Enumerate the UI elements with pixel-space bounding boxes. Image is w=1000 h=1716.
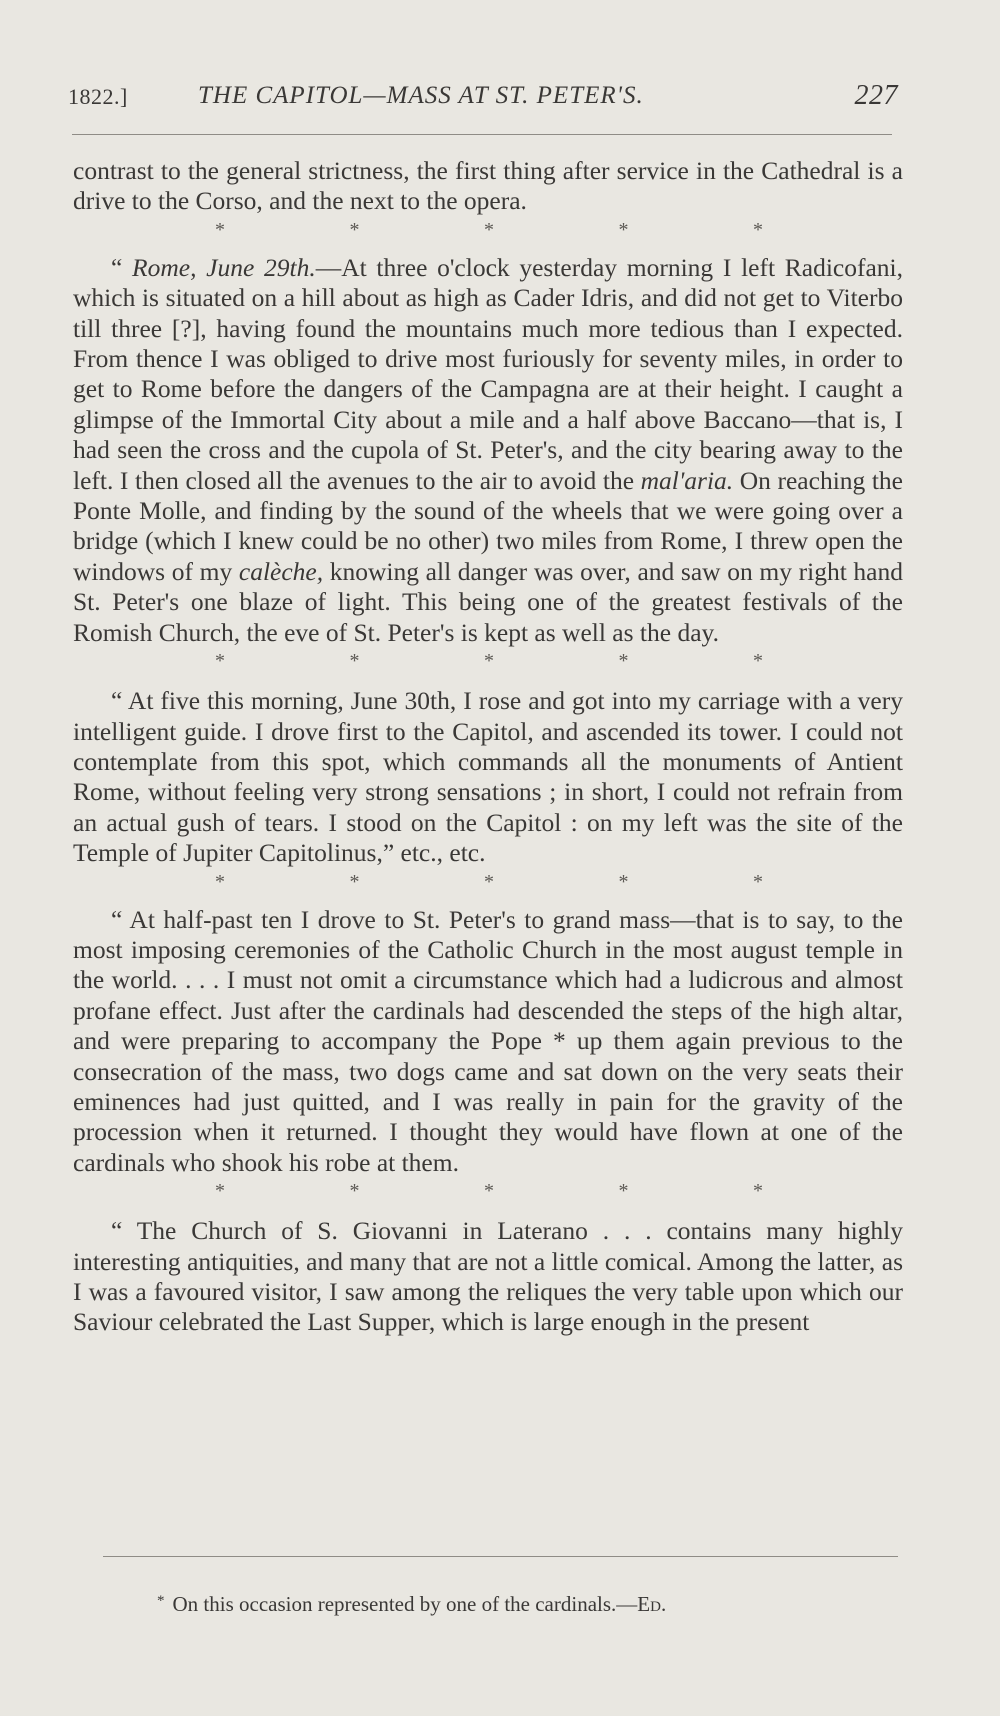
header-rule: [72, 134, 892, 135]
asterisk: *: [753, 1180, 763, 1203]
asterisk: *: [349, 650, 360, 673]
section-break-2: [73, 648, 903, 678]
asterisk: *: [618, 1180, 629, 1203]
asterisk: *: [215, 650, 225, 673]
dateline: Rome, June 29th.: [132, 252, 316, 282]
footnote-editor: Ed.: [637, 1592, 667, 1616]
asterisk: *: [349, 1180, 360, 1203]
header-year: 1822.]: [68, 84, 128, 109]
asterisk: *: [484, 218, 494, 241]
asterisk: *: [215, 870, 225, 893]
asterisk: *: [484, 1180, 494, 1203]
footnote-mark: *: [157, 1593, 165, 1609]
paragraph-4: “ At half-past ten I drove to St. Peter's to grand mass—that is to say, to the most imposing ceremonies of the Catholic Church in the most august temple in the world. . . . I must not omit a circumstance which had a ludicrous and almost profane effect. Just after the cardinals had descended the steps of the high altar, and were preparing to accompany the Pope * up them again previous to the consecration of the mass, two dogs came and sat down on the very seats their eminences had just quitted, and I was really in pain for the gravity of the procession when it returned. I thought they would have flown at one of the cardinals who shook his robe at them.: [73, 904, 903, 1177]
section-break-1: [73, 217, 903, 247]
asterisk: *: [215, 218, 225, 241]
asterisk: *: [618, 218, 629, 241]
footnote: [157, 1587, 897, 1618]
asterisk: *: [753, 218, 763, 241]
paragraph-1: contrast to the general strictness, the first thing after service in the Cathedral is a drive to the Corso, and the next to the opera.: [73, 156, 903, 216]
header-title: THE CAPITOL—MASS AT ST. PETER'S.: [198, 82, 644, 109]
footnote-text: On this occasion represented by one of the cardinals.—: [172, 1592, 638, 1616]
asterisk: *: [215, 1180, 225, 1203]
asterisk: *: [484, 870, 494, 893]
open-quote: “: [111, 252, 123, 282]
asterisk: *: [618, 870, 629, 893]
paragraph-2: [73, 253, 903, 648]
section-break-3: [73, 869, 903, 899]
paragraph-2-part-a: —At three o'clock yesterday morning I left Radicofani, which is situated on a hill about as high as Cader Idris, and did not get to Viterbo till three [?], having found the mountains much more tedious than I expected. From thence I was obliged to drive most furiously for seventy miles, in order to get to Rome before the dangers of the Campagna are at their height. I caught a glimpse of the Immortal City about a mile and a half above Baccano—that is, I had seen the cross and the cupola of St. Peter's, and the city bearing away to the left. I then closed all the avenues to the air to avoid the: [73, 252, 903, 495]
paragraph-2-part-b: On reaching the Ponte Molle, and finding by the sound of the wheels that we were going over a bridge (which I knew could be no other) two miles from Rome, I threw open the windows of my: [73, 465, 903, 586]
paragraph-2-part-c: knowing all danger was over, and saw on my right hand St. Peter's one blaze of light. This being one of the greatest festivals of the Romish Church, the eve of St. Peter's is kept as well as the day.: [73, 556, 903, 647]
paragraph-5: “ The Church of S. Giovanni in Laterano . . . contains many highly interesting antiquities, and many that are not a little comical. Among the latter, as I was a favoured visitor, I saw among the reliques the very table upon which our Saviour celebrated the Last Supper, which is large enough in the present: [73, 1216, 903, 1337]
asterisk: *: [349, 870, 360, 893]
italic-caleche: calèche,: [238, 556, 324, 586]
body-text: [73, 156, 903, 1338]
asterisk: *: [753, 870, 763, 893]
paragraph-3: “ At five this morning, June 30th, I rose and got into my carriage with a very intelligent guide. I drove first to the Capitol, and ascended its tower. I could not contemplate from this spot, which commands all the monuments of Antient Rome, without feeling very strong sensations ; in short, I could not refrain from an actual gush of tears. I stood on the Capitol : on my left was the site of the Temple of Jupiter Capitolinus,” etc., etc.: [73, 686, 903, 868]
section-break-4: [73, 1178, 903, 1208]
asterisk: *: [753, 650, 763, 673]
asterisk: *: [618, 650, 629, 673]
asterisk: *: [349, 218, 360, 241]
page-number: 227: [854, 80, 898, 111]
italic-malaria: mal'aria.: [640, 465, 734, 495]
footnote-rule: [103, 1556, 898, 1557]
asterisk: *: [484, 650, 494, 673]
running-head: [68, 78, 898, 118]
